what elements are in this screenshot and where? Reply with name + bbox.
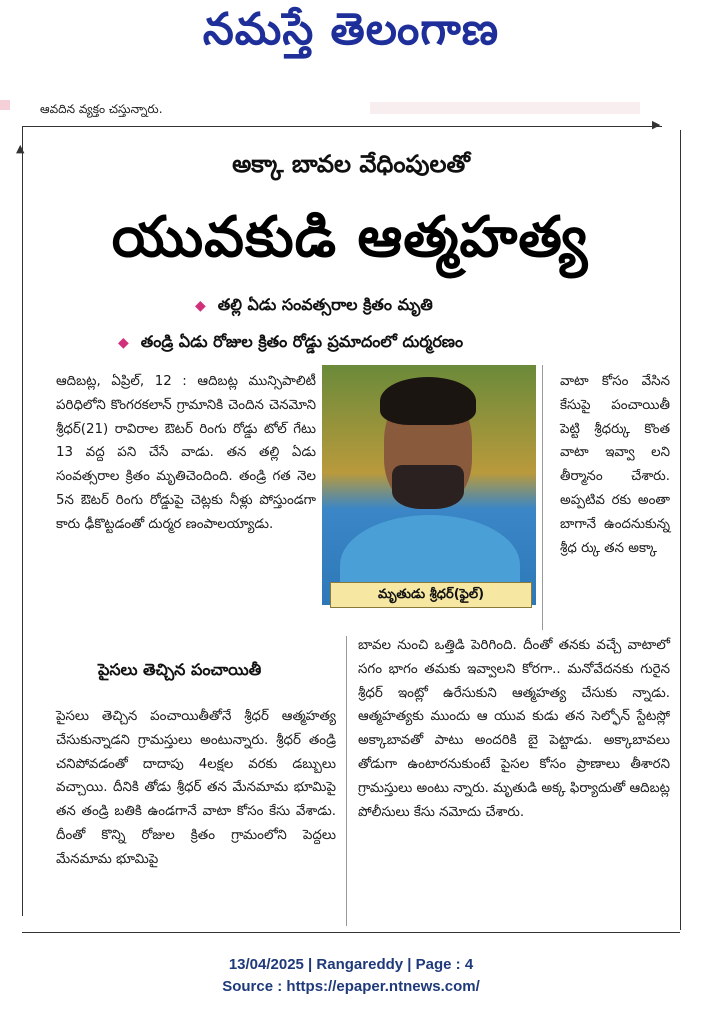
top-rule [22, 126, 662, 127]
article-kicker: అక్కా బావల వేధింపులతో [232, 150, 470, 178]
article-paragraph: ఆదిబట్ల, ఏప్రిల్, 12 : ఆదిబట్ల మున్సిపాలిటీ పరిధిలోని కొంగరకలాన్ గ్రామానికి చెందిన చెనమోని శ్రీధర్(21) రావిరాల ఔటర్ రింగు రోడ్డు టోల్ గేటు 13 వద్ద పని చేసే వాడు. తన తల్లి ఏడు సంవత్సరాల క్రితం మృతిచెందింది. తండ్రి గత నెల 5న ఔటర్ రింగు రోడ్డుపై చెట్లకు నీళ్లు పోస్తుండగా కారు ఢీకొట్టడంతో దుర్మర ణంపాలయ్యాడు. [56, 374, 316, 532]
article-paragraph: వాటా కోసం వేసిన కేసుపై పంచాయితీ పెట్టి శ్రీధర్కు కొంత వాటా ఇవ్వా లని తీర్మానం చేశారు. అప్పటివ రకు అంతా బాగానే ఉందనుకున్న శ్రీధ ర్కు తన అక్కా [560, 374, 670, 556]
article-column-right-top [560, 370, 670, 560]
photo-caption: మృతుడు శ్రీధర్(ఫైల్) [330, 582, 532, 608]
bullet-point [195, 295, 433, 318]
subhead: పైసలు తెచ్చిన పంచాయితీ [98, 660, 262, 679]
article-column-left-bottom [56, 705, 336, 872]
bullet-point [118, 332, 463, 355]
diamond-icon: ◆ [118, 335, 129, 351]
masthead-logo: నమస్తే తెలంగాణ [202, 4, 500, 55]
right-rule [680, 130, 681, 930]
left-rule [22, 126, 23, 916]
article-paragraph: బావల నుంచి ఒత్తిడి పెరిగింది. దీంతో తనకు వచ్చే వాటాలో సగం భాగం తమకు ఇవ్వాలని కోరగా.. మనోవేదనకు గురైన శ్రీధర్ ఇంట్లో ఉరేసుకుని ఆత్మహత్య చేసుకు న్నాడు. ఆత్మహత్యకు ముందు ఆ యువ కుడు తన సెల్ఫోన్ స్టేటస్లో అక్కాబావతో పాటు అందరికి బై పెట్టాడు. అక్కాబావలు తోడుగా ఉంటారనుకుంటే పైసల కోసం ప్రాణాలు తీశారని గ్రామస్తులు అంటు న్నారు. మృతుడి అక్క ఫిర్యాదుతో ఆదిబట్ల పోలీసులు కేసు నమోదు చేశారు. [358, 638, 670, 820]
bottom-rule [22, 932, 680, 933]
footer-date-edition: 13/04/2025 | Rangareddy | Page : 4 [228, 956, 474, 973]
previous-article-snippet: ఆవదిన వ్యక్తం చస్తున్నారు. [40, 102, 163, 116]
bullet-text: తల్లి ఏడు సంవత్సరాల క్రితం మృతి [217, 295, 433, 314]
article-column-right-bottom [358, 634, 670, 824]
decorative-bar [0, 100, 10, 110]
arrow-up-icon: ▲ [16, 142, 25, 155]
arrow-right-icon: ▶ [652, 118, 661, 131]
diamond-icon: ◆ [195, 298, 206, 314]
article-headline: యువకుడి ఆత్మహత్య [111, 205, 589, 270]
column-rule [346, 636, 347, 926]
decorative-bar [370, 102, 640, 114]
article-column-left-top [56, 370, 316, 537]
article-paragraph: పైసలు తెచ్చిన పంచాయితీతోనే శ్రీధర్ ఆత్మహత్య చేసుకున్నాడని గ్రామస్తులు అంటున్నారు. శ్రీధర్ తండ్రి చనిపోవడంతో దాదాపు 4లక్షల వరకు డబ్బులు వచ్చాయి. దీనికి తోడు శ్రీధర్ తన మేనమామ భూమిపై తన తండ్రి బతికి ఉండగానే వాటా కోసం కేసు వేశాడు. దీంతో కొన్ని రోజుల క్రితం గ్రామంలోని పెద్దలు మేనమామ భూమిపై [56, 709, 336, 867]
bullet-text: తండ్రి ఏడు రోజుల క్రితం రోడ్డు ప్రమాదంలో దుర్మరణం [140, 332, 464, 351]
column-rule [542, 365, 543, 630]
footer-source: Source : https://epaper.ntnews.com/ [222, 978, 480, 995]
person-photo [322, 365, 536, 605]
